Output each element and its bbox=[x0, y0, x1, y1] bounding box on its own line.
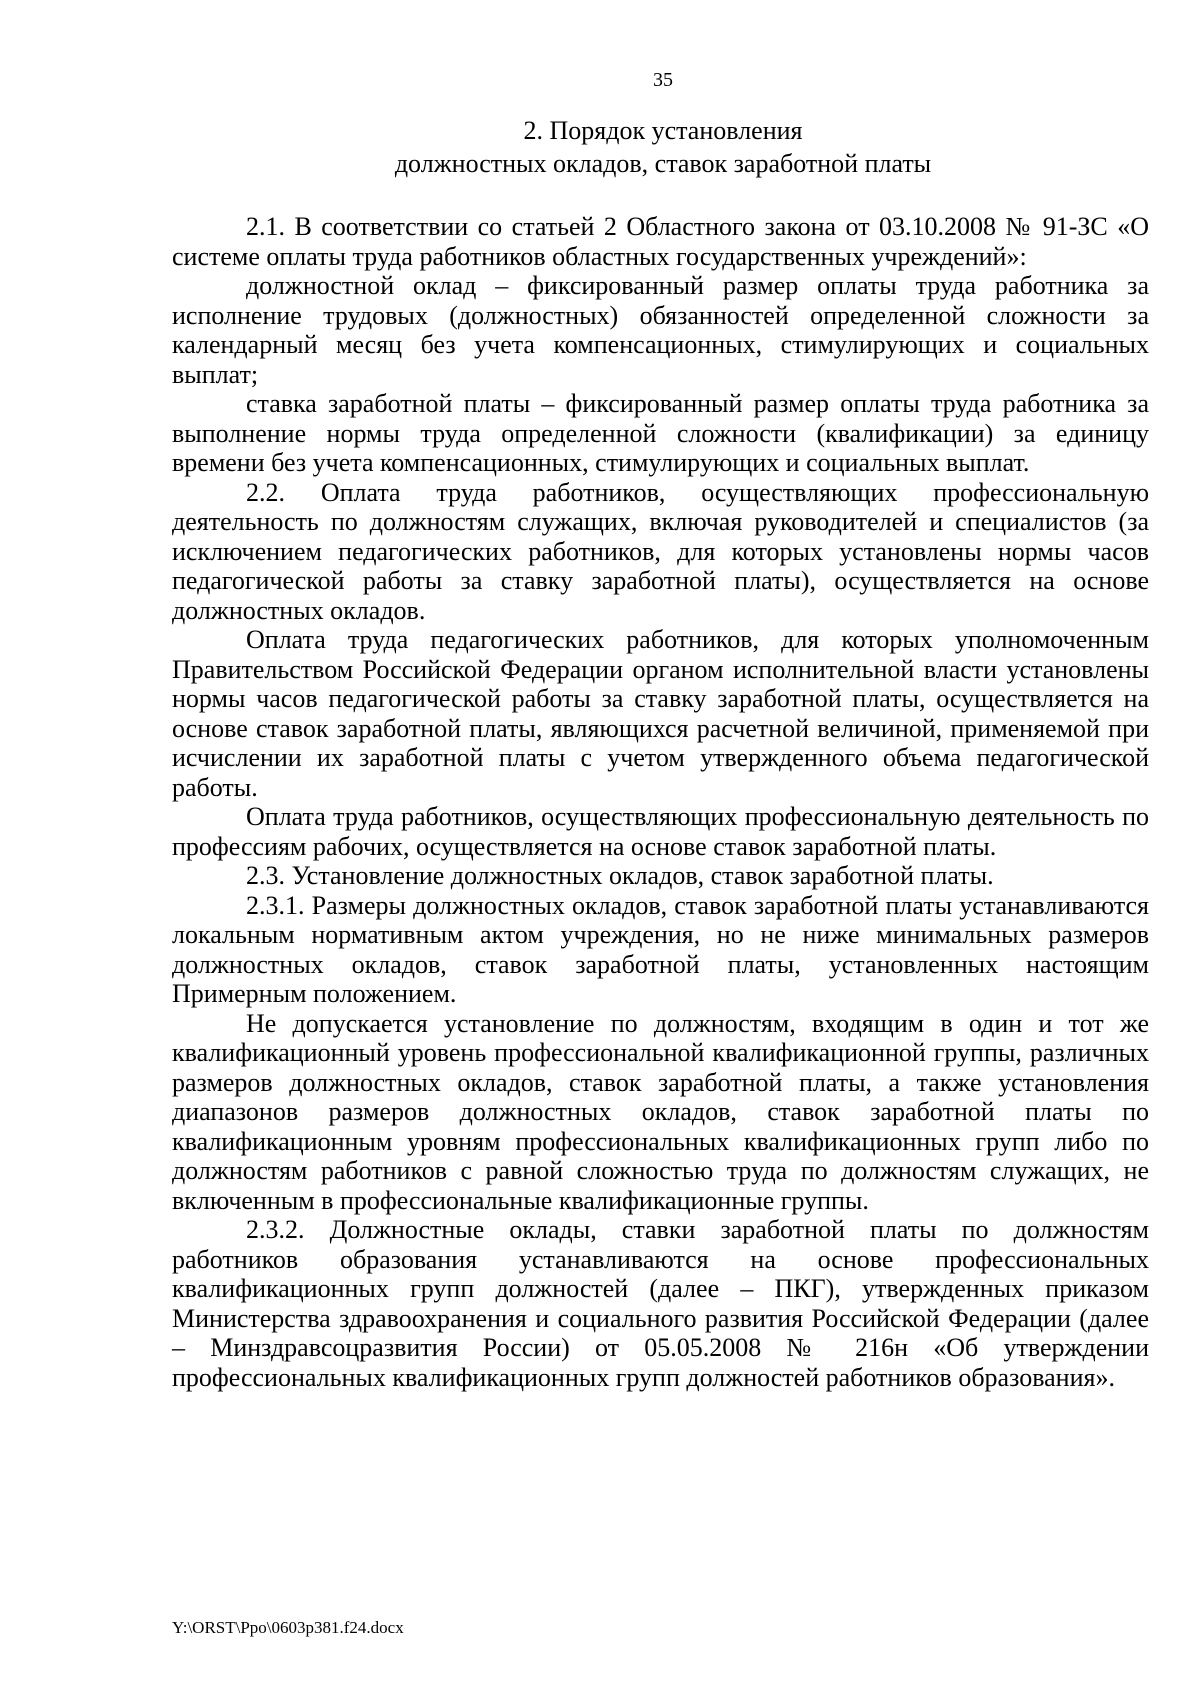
paragraph-2-2: 2.2. Оплата труда работников, осуществляющих профессиональную деятельность по должностям служащих, включая руководителей и специалистов (за исключением педагогических работников, для которых установлены нормы часов педагогической работы за ставку заработной платы), осуществляется на основе должностных окладов. bbox=[172, 477, 1149, 625]
paragraph-pedagogical-pay: Оплата труда педагогических работников, для которых уполномоченным Правительством Российской Федерации органом исполнительной власти установлены нормы часов педагогической работы за ставку заработной платы, осуществляется на основе ставок заработной платы, являющихся расчетной величиной, применяемой при исчислении их заработной платы с учетом утвержденного объема педагогической работы. bbox=[172, 625, 1149, 802]
paragraph-2-3-1: 2.3.1. Размеры должностных окладов, ставок заработной платы устанавливаются локальным нормативным актом учреждения, но не ниже минимальных размеров должностных окладов, ставок заработной платы, установленных настоящим Примерным положением. bbox=[172, 890, 1149, 1008]
paragraph-definition-salary: должностной оклад – фиксированный размер оплаты труда работника за исполнение трудовых (должностных) обязанностей определенной сложности за календарный месяц без учета компенсационных, стимулирующих и социальных выплат; bbox=[172, 271, 1149, 389]
section-heading bbox=[0, 114, 1200, 180]
paragraph-workers-pay: Оплата труда работников, осуществляющих профессиональную деятельность по профессиям рабочих, осуществляется на основе ставок заработной платы. bbox=[172, 802, 1149, 861]
section-heading-line-2: должностных окладов, ставок заработной платы bbox=[394, 149, 932, 178]
footer-file-path: Y:\ORST\Ppo\0603p381.f24.docx bbox=[172, 1618, 404, 1637]
paragraph-2-3: 2.3. Установление должностных окладов, ставок заработной платы. bbox=[246, 861, 994, 890]
section-heading-line-1: 2. Порядок установления bbox=[523, 116, 803, 145]
page-number: 35 bbox=[653, 69, 673, 91]
document-body bbox=[172, 212, 1149, 1392]
paragraph-not-allowed: Не допускается установление по должностям, входящим в один и тот же квалификационный уровень профессиональной квалификационной группы, различных размеров должностных окладов, ставок заработной платы, а также установления диапазонов размеров должностных окладов, ставок заработной платы по квалификационным уровням профессиональных квалификационных групп либо по должностям работников с равной сложностью труда по должностям служащих, не включенным в профессиональные квалификационные группы. bbox=[172, 1008, 1149, 1215]
paragraph-2-1: 2.1. В соответствии со статьей 2 Областного закона от 03.10.2008 № 91-ЗС «О системе оплаты труда работников областных государственных учреждений»: bbox=[172, 212, 1149, 271]
paragraph-2-3-2: 2.3.2. Должностные оклады, ставки заработной платы по должностям работников образования устанавливаются на основе профессиональных квалификационных групп должностей (далее – ПКГ), утвержденных приказом Министерства здравоохранения и социального развития Российской Федерации (далее – Минздравсоцразвития России) от 05.05.2008 № 216н «Об утверждении профессиональных квалификационных групп должностей работников образования». bbox=[172, 1215, 1149, 1392]
paragraph-definition-rate: ставка заработной платы – фиксированный размер оплаты труда работника за выполнение нормы труда определенной сложности (квалификации) за единицу времени без учета компенсационных, стимулирующих и социальных выплат. bbox=[172, 389, 1149, 477]
